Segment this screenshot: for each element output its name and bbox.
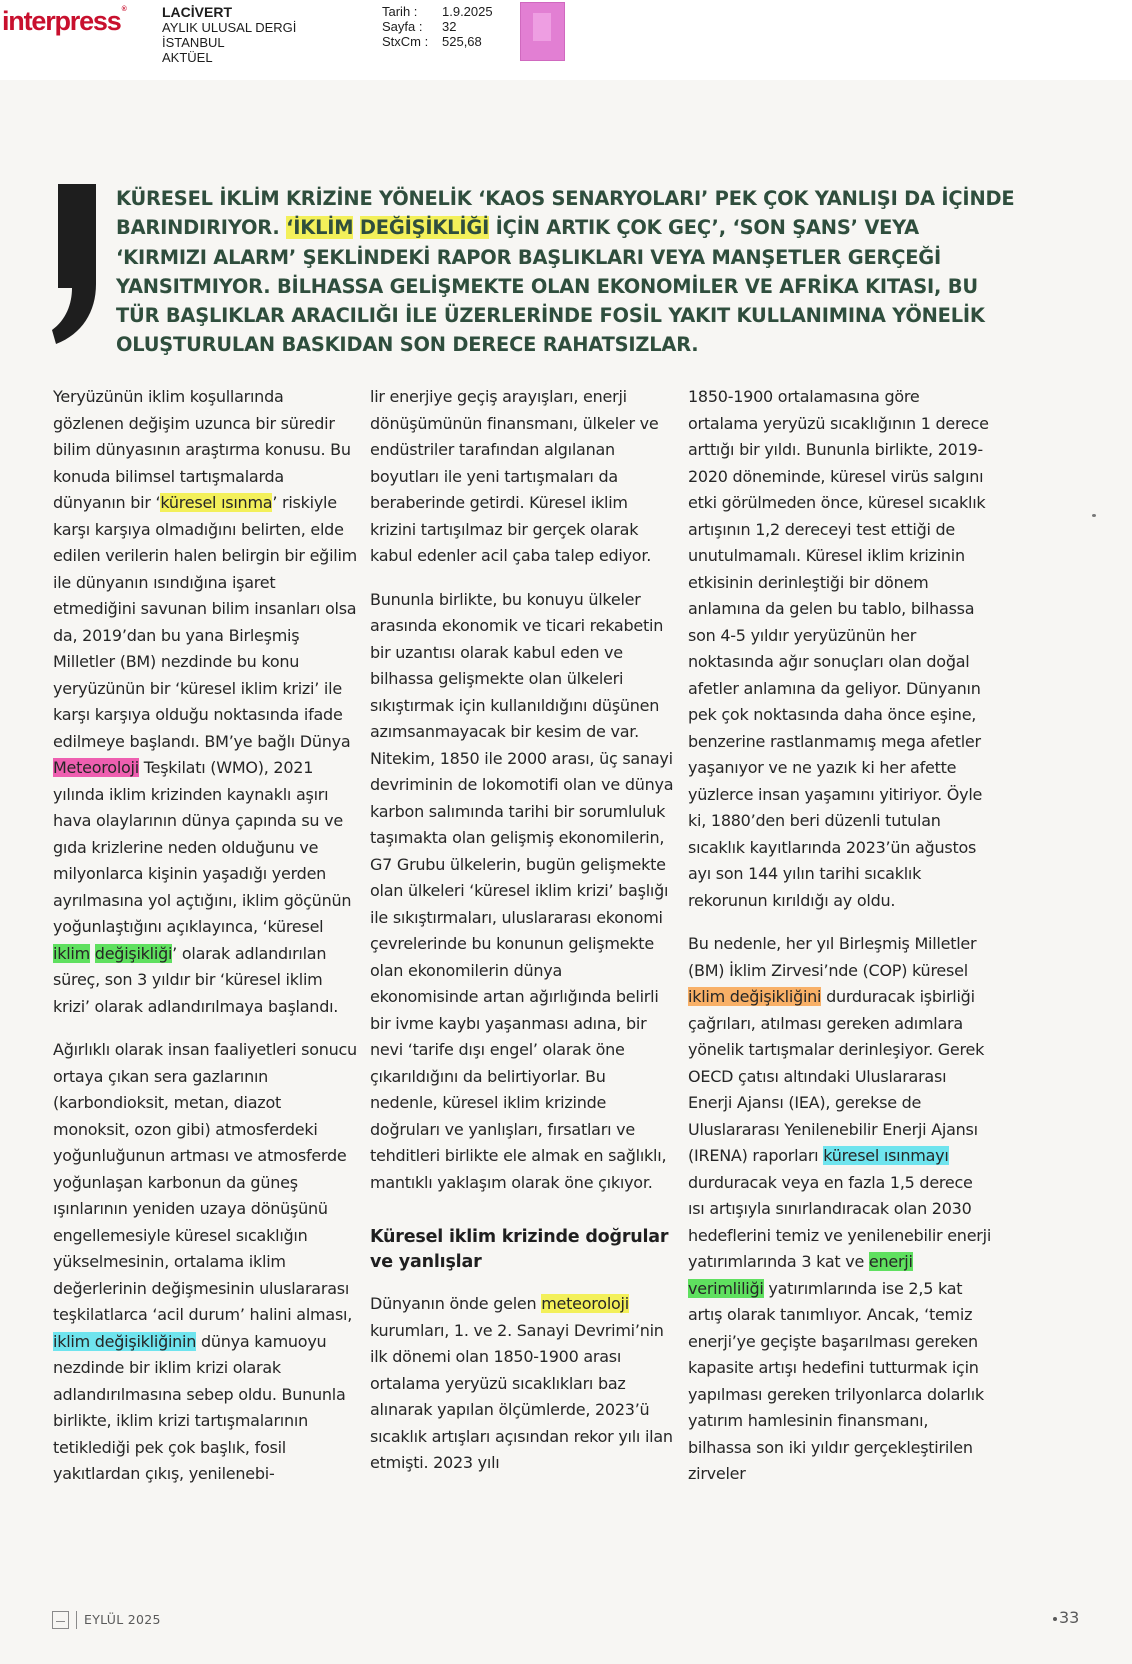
publication-city: İSTANBUL [162,35,225,50]
body-text: Bu nedenle, her yıl Birleşmiş Milletler (BM) İklim Zirvesi’nde (COP) küresel [688,934,977,980]
date-row [382,4,493,19]
page-value: 32 [442,19,457,34]
issue-month: EYLÜL 2025 [84,1612,161,1627]
footer-divider [76,1611,77,1629]
section-heading: Küresel iklim krizinde doğrular ve yanlışlar [370,1227,669,1272]
body-text: durduracak veya en fazla 1,5 derece ısı artışıyla sınırlandıracak olan 2030 hedeflerini temiz ve yenilenebilir enerji yatırımlarında 3 kat ve [688,1172,992,1271]
body-paragraph [53,384,358,1020]
size-label: StxCm : [382,34,429,49]
highlighted-term: değişikliği [94,943,173,963]
body-text: kurumları, 1. ve 2. Sanayi Devrimi’nin ilk dönemi olan 1850-1900 arası ortalama yeryüzü sıcaklıkları baz alınarak yapılan ölçümlerde, 2023’ü sıcaklık artışları açısından rekor yılı ilan etmişti. 2023 yılı [370,1320,673,1472]
pull-quote-highlight: ‘İKLİM [286,216,354,240]
body-paragraph: lir enerjiye geçiş arayışları, enerji dönüşümünün finansmanı, ülkeler ve endüstriler tarafından algılanan boyutları ile yeni tartışmaları da beraberinde getirdi. Küresel iklim krizini tartışılmaz bir gerçek olarak kabul edenler acil çaba talep ediyor. [370,387,659,565]
pull-quote-space [353,216,360,239]
quote-mark-icon [52,184,102,344]
highlighted-term: iklim değişikliğinin [53,1331,197,1351]
interpress-logo [2,6,126,37]
size-row [382,34,493,49]
page-row [382,19,493,34]
body-text: ’ riskiyle karşı karşıya olmadığını belirten, elde edilen verilerin halen belirgin bir eğilim ile dünyanın ısındığına işaret etmediğini savunan bilim insanları olsa da, 2019’dan bu yana Birleşmiş Milletler (BM) nezdinde bu konu yeryüzünün bir ‘küresel iklim krizi’ ile karşı karşıya olduğu noktasında ifade edilmeye başlandı. BM’ye bağlı Dünya [53,493,357,751]
body-text: durduracak işbirliği çağrıları, atılması gereken adımlara yönelik tartışmalar derinleşiyor. Gerek OECD çatısı altındaki Uluslararası Enerji Ajansı (IEA), gerekse de Uluslararası Yenilenebilir Enerji Ajansı (IRENA) raporları [688,987,985,1165]
magazine-page [0,80,1132,1664]
page-label: Sayfa : [382,19,423,34]
clipping-header [0,0,1132,80]
magazine-icon [52,1611,69,1629]
publication-info [162,5,296,65]
highlighted-term: küresel ısınmayı [823,1146,949,1165]
highlighted-term: iklim değişikliğini [688,987,822,1006]
page-number-value: 33 [1059,1608,1080,1627]
highlighted-term: küresel ısınma [160,493,273,512]
date-value: 1.9.2025 [442,4,493,19]
pull-quote-text: KÜRESEL İKLİM KRİZİNE YÖNELİK ‘KAOS SENARYOLARI’ PEK ÇOK YANLIŞI DA İÇİNDE BARINDIRIYOR. [116,187,1015,240]
publication-frequency: AYLIK ULUSAL DERGİ [162,20,297,35]
body-paragraph [53,1037,358,1488]
publication-category: AKTÜEL [162,50,213,65]
body-paragraph [688,931,993,1488]
clipping-meta [382,4,493,49]
highlighted-term: Meteoroloji [53,758,139,777]
bullet-icon [1053,1617,1057,1621]
body-text: dünya kamuoyu nezdinde bir iklim krizi olarak adlandırılmasına sebep oldu. Bununla birlikte, iklim krizi tartışmalarının tetiklediği pek çok başlık, fosil yakıtlardan çıkış, yenilenebi- [53,1331,346,1483]
page-number [1053,1608,1079,1627]
body-text: ’ olarak adlandırılan süreç, son 3 yıldır bir ‘küresel iklim krizi’ olarak adlandırılmaya başlandı. [53,943,339,1016]
logo-text: interpress [2,6,121,36]
size-value: 525,68 [442,34,482,49]
date-label: Tarih : [382,4,418,19]
body-paragraph: 1850-1900 ortalamasına göre ortalama yeryüzü sıcaklığının 1 derece arttığı bir yıldı. Bununla birlikte, 2019-2020 döneminde, küresel virüs salgını etki görülmeden önce, küresel sıcaklık artışının 1,2 dereceyi test ettiği de unutulmamalı. Küresel iklim krizinin etkisinin derinleştiği bir dönem anlamına da gelen bu tablo, bilhassa son 4-5 yıldır yeryüzünün her noktasında ağır sonuçları olan doğal afetler anlamına da geliyor. Dünyanın pek çok noktasında daha önce eşine, benzerine rastlanmamış mega afetler yaşanıyor ve ne yazık ki her afette yüzlerce insan yaşamını yitiriyor. Öyle ki, 1880’den beri düzenli tutulan sıcaklık kayıtlarında 2023’ün ağustos ayı son 144 yılın tarihi sıcaklık rekorunun kırıldığı ay oldu. [688,387,989,910]
body-text: Teşkilatı (WMO), 2021 yılında iklim krizinden kaynaklı aşırı hava olaylarının dünya çapında su ve gıda krizlerine neden olduğunu ve milyonlarca kişinin yaşadığı yerden ayrılmasına yol açtığını, iklim göçünün yoğunlaştığını açıklayınca, ‘küresel [53,758,352,936]
page-thumbnail[interactable] [520,2,565,61]
body-text: Ağırlıklı olarak insan faaliyetleri sonucu ortaya çıkan sera gazlarının (karbondioksit, metan, diazot monoksit, ozon gibi) atmosferdeki yoğunluğunun artması ve atmosferde yoğunlaşan karbonun da güneş ışınlarının yeniden uzaya dönüşünü engellemesiyle küresel sıcaklığın yükselmesinin, ortalama iklim değerlerinin değişmesinin uluslararası teşkilatlarca ‘acil durum’ halini alması, [53,1040,357,1324]
scan-speck [1092,514,1096,517]
publication-name: LACİVERT [162,4,232,20]
pull-quote-text: İÇİN ARTIK ÇOK GEÇ’, ‘SON ŞANS’ VEYA ‘KIRMIZI ALARM’ ŞEKLİNDEKİ RAPOR BAŞLIKLARI VEYA MANŞETLER GERÇEĞİ YANSITMIYOR. BİLHASSA GELİŞMEKTE OLAN EKONOMİLER VE AFRİKA KITASI, BU TÜR BAŞLIKLAR ARACILIĞI İLE ÜZERLERİNDE FOSİL YAKIT KULLANIMINA YÖNELİK OLUŞTURULAN BASKIDAN SON DERECE RAHATSIZLAR. [116,216,985,357]
body-paragraph: Bununla birlikte, bu konuyu ülkeler arasında ekonomik ve ticari rekabetin bir uzantısı olarak kabul eden ve bilhassa gelişmekte olan ülkeleri sıkıştırmak için kullanıldığını düşünen azımsanmayacak bir kesim de var. Nitekim, 1850 ile 2000 arası, üç sanayi devriminin de lokomotifi olan ve dünya karbon salımında tarihi bir sorumluluk taşımakta olan gelişmiş ekonomilerin, G7 Grubu ülkelerin, bugün gelişmekte olan ülkeleri ‘küresel iklim krizi’ başlığı ile sıkıştırmaları, uluslararası ekonomi çevrelerinde bu konunun gelişmekte olan ekonomilerin dünya ekonomisinde artan ağırlığında belirli bir ivme kaybı yaşanması adına, bir nevi ‘tarife dışı engel’ olarak öne çıkarıldığını da belirtiyorlar. Bu nedenle, küresel iklim krizinde doğruları ve yanlışları, fırsatları ve tehditleri birlikte ele almak en sağlıklı, mantıklı yaklaşım olarak öne çıkıyor. [370,589,674,1192]
highlighted-term: meteoroloji [541,1294,629,1313]
body-paragraph [370,1291,675,1477]
article-column-3 [688,384,993,1505]
body-text: yatırımlarında ise 2,5 kat artış olarak tanımlıyor. Ancak, ‘temiz enerji’ye geçişte başarılması gereken kapasite artışı hedefini tutturmak için yapılması gereken trilyonlarca dolarlık yatırım hamlesinin finansmanı, bilhassa son iki yıldır gerçekleştirilen zirveler [688,1278,984,1483]
highlighted-term: iklim [53,943,90,963]
highlighted-term: verimliliği [688,1278,764,1298]
body-text: Yeryüzünün iklim koşullarında gözlenen değişim uzunca bir süredir bilim dünyasının araştırma konusu. Bu konuda bilimsel tartışmalarda dünyanın bir ‘ [53,387,351,512]
article-column-1 [53,384,358,1505]
trademark-icon: ® [121,6,126,13]
article-column-2 [370,384,675,1494]
body-text: Dünyanın önde gelen [370,1294,542,1313]
highlighted-term: enerji [868,1252,913,1271]
pull-quote-highlight: DEĞİŞİKLİĞİ [359,216,490,240]
pull-quote [116,184,1016,360]
